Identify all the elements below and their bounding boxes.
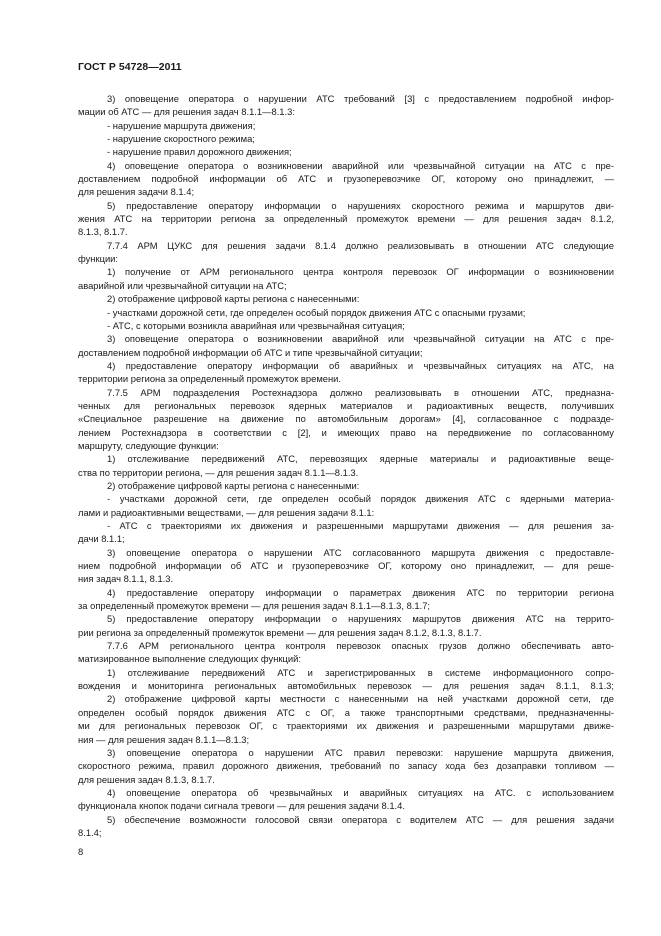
text-line: - нарушение маршрута движения; xyxy=(107,119,256,131)
text-line: 2) отображение цифровой карты региона с нанесенными: xyxy=(107,293,360,305)
text-line: 3) оповещение оператора о нарушении АТС согласованного маршрута движения с предоставле- xyxy=(107,546,614,558)
text-line: для решения задачи 8.1.4; xyxy=(78,186,195,198)
text-line: ми для региональных перевозок ОГ, с траекториями их движения и разрешенными маршрутами движе- xyxy=(78,720,614,732)
text-line: 1) отслеживание передвижений АТС, перевозящих ядерные материалы и радиоактивные веще- xyxy=(107,453,614,465)
text-line: - участками дорожной сети, где определен особый порядок движения АТС с ядерными материа- xyxy=(107,493,614,505)
text-line: 3) оповещение оператора о возникновении аварийной или чрезвычайной ситуации на АТС с пре- xyxy=(107,333,614,345)
text-line: ченных для региональных перевозок ядерных материалов и радиоактивных веществ, получивших xyxy=(78,399,614,411)
text-line: «Специальное разрешение на движение по автомобильным дорогам» [4], согласованное с подразде- xyxy=(78,413,614,425)
text-line: рии региона за определенный промежуток времени — для решения задач 8.1.2, 8.1.3, 8.1.7. xyxy=(78,626,482,638)
text-line: - АТС, с которыми возникла аварийная или чрезвычайная ситуация; xyxy=(107,319,405,331)
text-line: 3) оповещение оператора о нарушении АТС требований [3] с предоставлением подробной инфор- xyxy=(107,93,614,104)
text-line: 7.7.4 АРМ ЦУКС для решения задачи 8.1.4 должно реализовывать в отношении АТС следующие xyxy=(107,239,614,251)
text-line: 5) предоставление оператору информации о нарушениях скоростного режима и маршрутов дви- xyxy=(107,199,614,211)
text-line: ния задач 8.1.1, 8.1.3. xyxy=(78,573,174,585)
text-line: нием подробной информации об АТС и грузоперевозчике ОГ, которому оно принадлежит, — для реше- xyxy=(78,560,614,572)
text-line: 2) отображение цифровой карты местности с нанесенными на ней участками дорожной сети, где xyxy=(107,693,614,705)
text-line: дачи 8.1.1; xyxy=(78,533,125,545)
text-line: жения АТС на территории региона за определенный промежуток времени — для решения задач 8.1.2, xyxy=(78,213,614,225)
text-line: ния — для решения задач 8.1.1—8.1.3; xyxy=(78,733,250,745)
text-line: 2) отображение цифровой карты региона с нанесенными: xyxy=(107,479,360,491)
text-line: матизированное выполнение следующих функций: xyxy=(78,653,301,665)
text-line: 4) оповещение оператора о возникновении аварийной или чрезвычайной ситуации на АТС с пре- xyxy=(107,159,614,171)
text-line: 8.1.3, 8.1.7. xyxy=(78,226,128,238)
text-line: - нарушение скоростного режима; xyxy=(107,133,255,145)
text-line: 8.1.4; xyxy=(78,826,102,838)
text-line: 7.7.6 АРМ регионального центра контроля перевозок опасных грузов должно обеспечивать авто- xyxy=(107,640,614,652)
text-line: функции: xyxy=(78,253,119,265)
text-line: - участками дорожной сети, где определен особый порядок движения АТС с опасными грузами; xyxy=(107,306,526,318)
text-line: лами и радиоактивными веществами, — для решения задачи 8.1.1: xyxy=(78,506,375,518)
document-body xyxy=(78,92,614,839)
text-line: за определенный промежуток времени — для решения задач 8.1.1—8.1.3, 8.1.7; xyxy=(78,600,431,612)
text-line: территории региона за определенный промежуток времени. xyxy=(78,373,341,385)
text-line: доставлением подробной информации об АТС и грузоперевозчике ОГ, которому оно принадлежит, — xyxy=(78,173,614,185)
text-line: аварийной или чрезвычайной ситуации на АТС; xyxy=(78,279,287,291)
text-line: лением Ростехнадзора в соответствии с [2], и имеющих право на передвижение по согласованному xyxy=(78,426,614,438)
text-line: 1) получение от АРМ регионального центра контроля перевозок ОГ информации о возникновении xyxy=(107,266,614,278)
text-line: доставлением подробной информации об АТС и типе чрезвычайной ситуации; xyxy=(78,346,423,358)
text-line: - АТС с траекториями их движения и разрешенными маршрутами движения — для решения за- xyxy=(107,520,614,531)
text-line: функционала кнопок подачи сигнала тревоги — для решения задачи 8.1.4. xyxy=(78,800,405,812)
text-line: 5) предоставление оператору информации о нарушениях маршрутов движения АТС на террито- xyxy=(107,613,614,625)
document-header: ГОСТ Р 54728—2011 xyxy=(78,62,182,73)
text-line: - нарушение правил дорожного движения; xyxy=(107,146,292,158)
text-line: 3) оповещение оператора о нарушении АТС правил перевозки: нарушение маршрута движения, xyxy=(107,746,614,758)
text-line: для решения задач 8.1.3, 8.1.7. xyxy=(78,773,215,785)
text-line: определен особый порядок движения АТС с ОГ, а также транспортными средствами, предназначенны- xyxy=(78,706,614,718)
text-line: вождения и мониторинга региональных автомобильных перевозок — для решения задач 8.1.1, 8.1.3; xyxy=(78,680,614,692)
text-line: маршруту, следующие функции: xyxy=(78,439,219,451)
text-line: 1) отслеживание передвижений АТС и зарегистрированных в системе информационного сопро- xyxy=(107,666,614,678)
text-line: ства по территории региона, — для решения задач 8.1.1—8.1.3. xyxy=(78,466,359,478)
page-number: 8 xyxy=(78,846,84,857)
text-line: скоростного режима, правил дорожного движения, требований по запасу хода без дозаправки топливом — xyxy=(78,760,614,772)
text-line: мации об АТС — для решения задач 8.1.1—8.1.3: xyxy=(78,106,295,118)
text-line: 4) предоставление оператору информации о параметрах движения АТС по территории региона xyxy=(107,586,614,598)
text-line: 5) обеспечение возможности голосовой связи оператора с водителем АТС — для решения задачи xyxy=(107,813,614,825)
text-line: 4) предоставление оператору информации об аварийных и чрезвычайных ситуациях на АТС, на xyxy=(107,359,614,371)
text-line: 7.7.5 АРМ подразделения Ростехнадзора должно реализовывать в отношении АТС, предназна- xyxy=(107,386,614,398)
text-line: 4) оповещение оператора об чрезвычайных и аварийных ситуациях на АТС. с использованием xyxy=(107,786,614,798)
